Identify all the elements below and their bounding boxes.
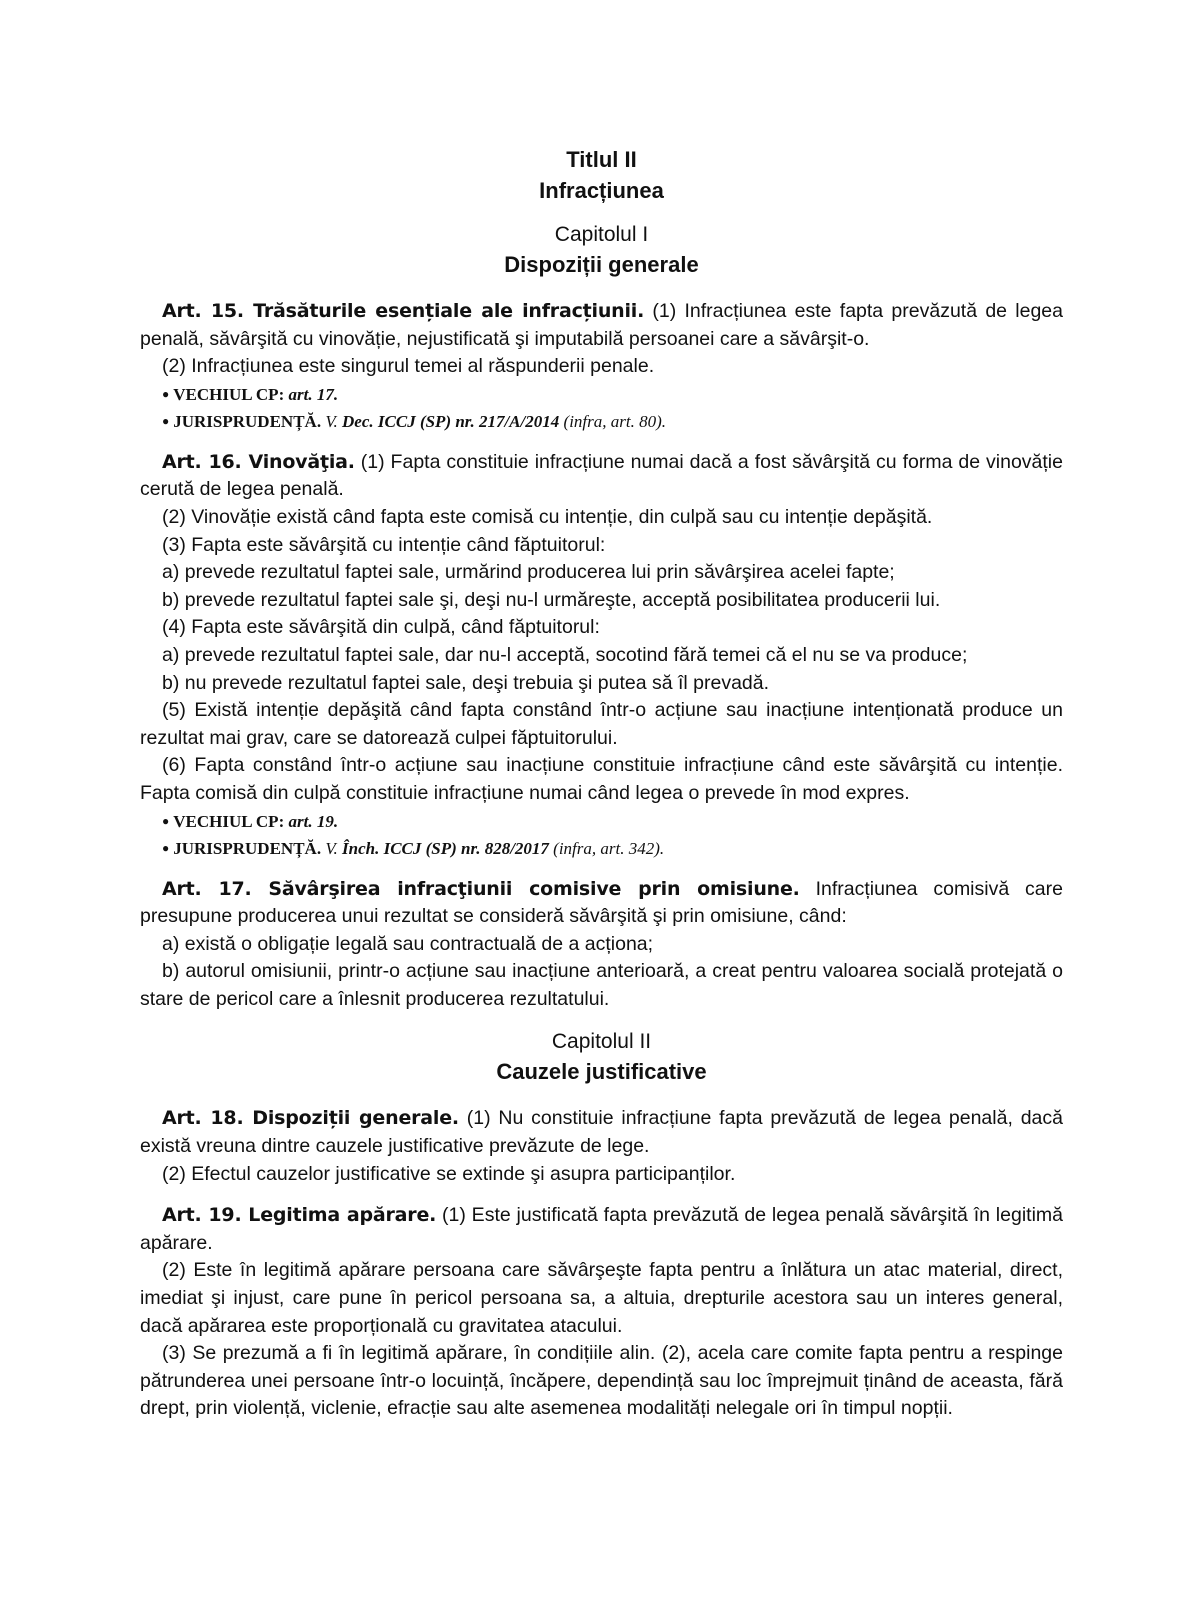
chapter-label: Capitolul II [551,1030,652,1054]
title-number: Titlul II [566,147,637,172]
paragraph: (5) Există intenție depăşită când fapta constând într-o acțiune sau inacțiune intenționată produce un rezultat mai grav, care se datorează culpei făptuitorului. [140,699,1063,749]
paragraph: (4) Fapta este săvârşită din culpă, când făptuitorul: [162,616,600,639]
reference-label: JURISPRUDENȚĂ. [173,838,322,858]
reference-label: JURISPRUDENȚĂ. [173,411,322,431]
page-content [140,144,1063,1437]
paragraph [140,876,1063,931]
bullet-icon: ● [162,840,170,855]
paragraph-text: Infracțiunea comisivă care presupune producerea unui rezultat se consideră săvârşită şi prin omisiune, când: [140,877,1063,928]
paragraph: a) prevede rezultatul faptei sale, dar nu-l acceptă, socotind fără temei că el nu se va produce; [162,643,968,666]
title-name: Infracțiunea [539,178,664,203]
article-18 [140,1105,1063,1188]
reference-label: VECHIUL CP: [173,811,285,831]
reference-text: art. 19. [288,811,339,831]
article-heading: Art. 19. Legitima apărare. [162,1204,437,1227]
article-15 [140,298,1063,435]
paragraph: a) există o obligație legală sau contractuală de a acționa; [162,932,654,955]
reference-suffix: (infra, art. 342). [553,838,665,858]
paragraph: (2) Efectul cauzelor justificative se extinde şi asupra participanților. [162,1162,736,1185]
article-17 [140,876,1063,1014]
paragraph: (2) Infracțiunea este singurul temei al răspunderii penale. [162,355,655,378]
chapter-name: Dispoziții generale [504,252,699,277]
chapter-2-heading [140,1027,1063,1087]
bullet-icon: ● [162,813,170,828]
paragraph: b) prevede rezultatul faptei sale şi, deşi nu-l urmăreşte, acceptă posibilitatea producerii lui. [162,588,941,611]
reference-old-code [140,381,1063,408]
paragraph: b) autorul omisiunii, printr-o acțiune sau inacțiune anterioară, a creat pentru valoarea socială protejată o stare de pericol care a înlesnit producerea rezultatului. [140,960,1063,1010]
paragraph [140,449,1063,504]
reference-suffix: (infra, art. 80). [563,411,667,431]
article-16 [140,449,1063,862]
paragraph: (6) Fapta constând într-o acțiune sau inacțiune constituie infracțiune când este săvârşită cu intenție. Fapta comisă din culpă constituie infracțiune numai când legea o prevede în mod expres. [140,754,1063,804]
article-heading: Art. 15. Trăsăturile esențiale ale infracțiunii. [162,300,645,322]
chapter-label: Capitolul I [554,223,649,246]
reference-label: VECHIUL CP: [173,384,285,404]
article-heading: Art. 18. Dispoziții generale. [162,1107,459,1130]
paragraph: a) prevede rezultatul faptei sale, urmărind producerea lui prin săvârşirea acelei fapte; [162,561,895,584]
paragraph: (2) Vinovăție există când fapta este comisă cu intenție, din culpă sau cu intenție depăşită. [162,505,933,528]
reference-old-code [140,808,1063,835]
bullet-icon: ● [162,386,170,401]
paragraph-text: (1) Nu constituie infracțiune fapta prevăzută de legea penală, dacă există vreuna dintre cauzele justificative prevăzute de lege. [140,1107,1063,1158]
paragraph-text: (1) Fapta constituie infracțiune numai dacă a fost săvârşită cu forma de vinovăție cerută de legea penală. [140,450,1063,501]
reference-prefix: V. [325,411,338,431]
chapter-name: Cauzele justificative [496,1059,707,1085]
paragraph-text: (1) Este justificată fapta prevăzută de legea penală săvârşită în legitimă apărare. [140,1204,1063,1254]
reference-text: art. 17. [288,384,339,404]
paragraph: (3) Fapta este săvârşită cu intenție când făptuitorul: [162,533,606,556]
reference-jurisprudence [140,835,1063,862]
paragraph [140,298,1063,353]
reference-decision: Dec. ICCJ (SP) nr. 217/A/2014 [342,411,560,431]
article-heading: Art. 16. Vinovăţia. [162,450,355,473]
reference-jurisprudence [140,408,1063,435]
chapter-1-heading [140,220,1063,280]
reference-prefix: V. [325,838,338,858]
title-block [140,144,1063,206]
article-19 [140,1202,1063,1423]
paragraph: (3) Se prezumă a fi în legitimă apărare, în condițiile alin. (2), acela care comite fapta pentru a respinge pătrunderea unei persoane într-o locuință, încăpere, dependință sau loc împrejmuit ținând de aceasta, fără drept, prin violență, viclenie, efracție sau alte asemenea modalități nelegale ori în timpul nopții. [140,1342,1063,1420]
article-heading: Art. 17. Săvârşirea infracţiunii comisive prin omisiune. [162,877,800,900]
paragraph: b) nu prevede rezultatul faptei sale, deşi trebuia şi putea să îl prevadă. [162,671,770,694]
paragraph-text: (1) Infracțiunea este fapta prevăzută de legea penală, săvârşită cu vinovăție, nejustificată şi imputabilă persoanei care a săvârşit-o. [140,300,1063,350]
bullet-icon: ● [162,413,170,428]
paragraph [140,1105,1063,1160]
paragraph [140,1202,1063,1257]
reference-decision: Înch. ICCJ (SP) nr. 828/2017 [342,838,549,858]
paragraph: (2) Este în legitimă apărare persoana care săvârşeşte fapta pentru a înlătura un atac material, direct, imediat şi injust, care pune în pericol persoana sa, a altuia, drepturile acestora sau un interes general, dacă apărarea este proporțională cu gravitatea atacului. [140,1259,1063,1337]
